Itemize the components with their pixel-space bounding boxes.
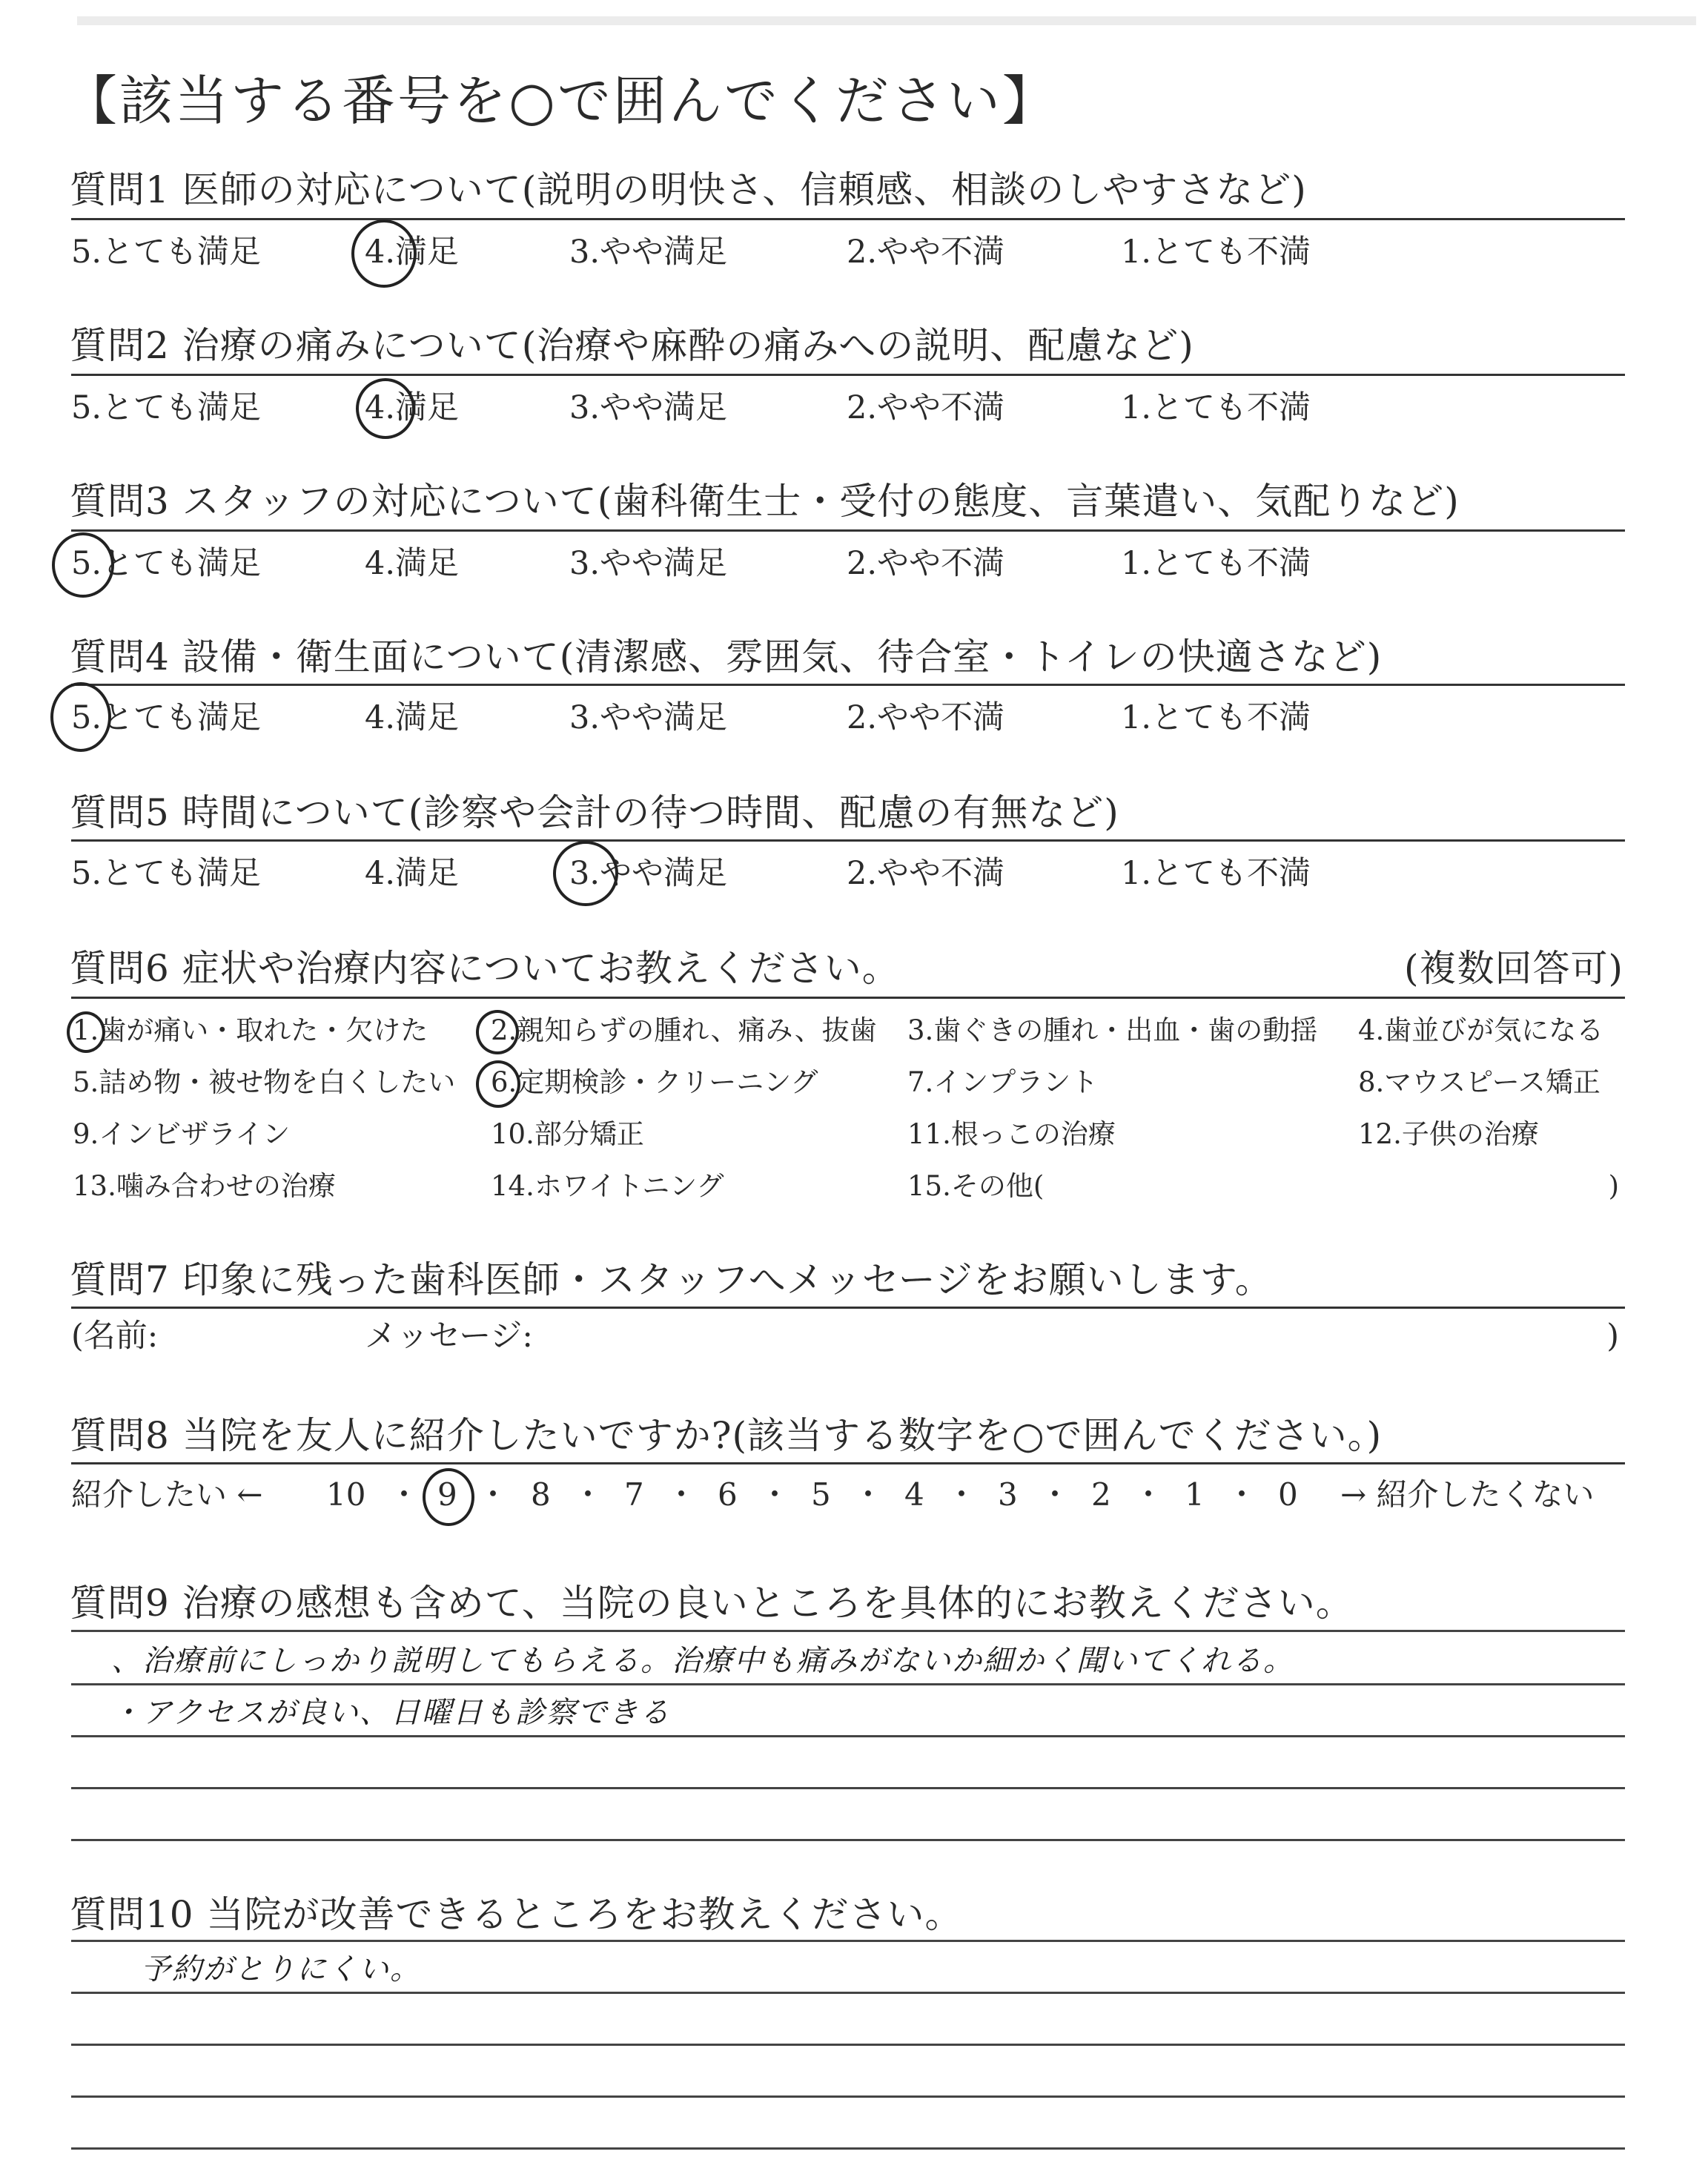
question-8-label: 質問8	[70, 1414, 170, 1457]
q6-row-4	[71, 1169, 1625, 1204]
q10-writing-line	[71, 1992, 1625, 1994]
q8-value-7[interactable]: 7	[624, 1476, 644, 1513]
question-7-text: 印象に残った歯科医師・スタッフへメッセージをお願いします。	[182, 1258, 1273, 1301]
question-10-label: 質問10	[70, 1893, 194, 1936]
question-6-note: (複数回答可)	[1403, 947, 1623, 990]
question-4-rule	[71, 684, 1625, 686]
q3-option-3[interactable]: 3.やや満足	[569, 545, 728, 582]
question-2-label: 質問2	[70, 324, 170, 367]
question-4-label: 質問4	[70, 635, 170, 678]
question-3-options	[71, 541, 1625, 586]
question-5-label: 質問5	[70, 791, 170, 834]
q10-writing-line	[71, 2147, 1625, 2150]
q6-row-3	[71, 1117, 1625, 1152]
q2-option-2[interactable]: 2.やや不満	[847, 389, 1005, 426]
q2-option-4[interactable]: 4.満足	[365, 389, 460, 426]
q1-option-2[interactable]: 2.やや不満	[847, 234, 1005, 271]
q7-message-label: メッセージ:	[365, 1318, 533, 1355]
question-3-title	[70, 479, 1460, 524]
page-heading: 【該当する番号を○で囲んでください】	[64, 70, 1058, 132]
q9-answer-1: 、治療前にしっかり説明してもらえる。治療中も痛みがないか細かく聞いてくれる。	[111, 1644, 1294, 1678]
q8-value-6[interactable]: 6	[718, 1476, 738, 1513]
q8-value-0[interactable]: 0	[1278, 1476, 1298, 1513]
q1-option-1[interactable]: 1.とても不満	[1121, 234, 1311, 271]
q7-name-label: (名前:	[71, 1318, 159, 1355]
q10-answer-1: 予約がとりにくい。	[141, 1952, 421, 1986]
q8-right-label: → 紹介したくない	[1340, 1476, 1595, 1513]
question-5-rule	[71, 839, 1625, 842]
question-9-label: 質問9	[70, 1582, 170, 1625]
question-5-text: 時間について(診察や会計の待つ時間、配慮の有無など)	[182, 791, 1119, 834]
q8-dot: ・	[477, 1476, 509, 1513]
question-7-fields	[71, 1314, 1625, 1358]
question-10-text: 当院が改善できるところをお教えください。	[206, 1893, 963, 1936]
q2-option-5[interactable]: 5.とても満足	[71, 389, 262, 426]
q5-option-1[interactable]: 1.とても不満	[1121, 855, 1311, 892]
q5-option-4[interactable]: 4.満足	[365, 855, 460, 892]
question-8-title	[70, 1413, 1382, 1458]
q6-item-2[interactable]: 2.親知らずの腫れ、痛み、抜歯	[491, 1014, 877, 1046]
q6-item-15[interactable]: 15.その他(	[907, 1170, 1045, 1202]
q8-dot: ・	[1039, 1476, 1071, 1513]
question-8-text: 当院を友人に紹介したいですか?(該当する数字を○で囲んでください。)	[182, 1414, 1383, 1457]
q9-writing-line	[71, 1735, 1625, 1737]
q1-option-3[interactable]: 3.やや満足	[569, 234, 728, 271]
q6-item-11[interactable]: 11.根っこの治療	[907, 1118, 1116, 1150]
q8-dot: ・	[946, 1476, 978, 1513]
q1-option-5[interactable]: 5.とても満足	[71, 234, 262, 271]
question-3-text: スタッフの対応について(歯科衛生士・受付の態度、言葉遣い、気配りなど)	[182, 480, 1460, 523]
q4-option-4[interactable]: 4.満足	[365, 699, 460, 736]
question-10-title	[70, 1892, 963, 1937]
question-2-text: 治療の痛みについて(治療や麻酔の痛みへの説明、配慮など)	[182, 324, 1194, 367]
q6-item-6[interactable]: 6.定期検診・クリーニング	[491, 1066, 818, 1098]
question-8-rule	[71, 1462, 1625, 1464]
question-1-rule	[71, 218, 1625, 220]
q6-item-3[interactable]: 3.歯ぐきの腫れ・出血・歯の動揺	[907, 1014, 1318, 1046]
q8-value-1[interactable]: 1	[1185, 1476, 1205, 1513]
q8-dot: ・	[759, 1476, 791, 1513]
question-7-rule	[71, 1307, 1625, 1309]
q1-option-4[interactable]: 4.満足	[365, 234, 460, 271]
q5-option-2[interactable]: 2.やや不満	[847, 855, 1005, 892]
q6-row-1	[71, 1013, 1625, 1048]
q8-value-5[interactable]: 5	[811, 1476, 831, 1513]
question-2-title	[70, 323, 1194, 368]
page-top-edge	[77, 16, 1696, 25]
q5-option-5[interactable]: 5.とても満足	[71, 855, 262, 892]
question-5-options	[71, 851, 1625, 896]
q6-row-2	[71, 1065, 1625, 1100]
question-2-rule	[71, 374, 1625, 376]
question-4-options	[71, 696, 1625, 740]
q6-item-13[interactable]: 13.噛み合わせの治療	[73, 1170, 336, 1202]
q6-item-7[interactable]: 7.インプラント	[907, 1066, 1099, 1098]
q4-option-2[interactable]: 2.やや不満	[847, 699, 1005, 736]
q3-option-2[interactable]: 2.やや不満	[847, 545, 1005, 582]
q4-option-1[interactable]: 1.とても不満	[1121, 699, 1311, 736]
q6-item-9[interactable]: 9.インビザライン	[73, 1118, 291, 1150]
q6-item-1[interactable]: 1.歯が痛い・取れた・欠けた	[73, 1014, 428, 1046]
q8-dot: ・	[388, 1476, 420, 1513]
q8-value-3[interactable]: 3	[998, 1476, 1018, 1513]
q9-answer-2: ・アクセスが良い、日曜日も診察できる	[111, 1696, 671, 1730]
question-7-title	[70, 1258, 1273, 1302]
q10-writing-line	[71, 1940, 1625, 1942]
question-1-text: 医師の対応について(説明の明快さ、信頼感、相談のしやすさなど)	[182, 168, 1307, 211]
q8-dot: ・	[853, 1476, 884, 1513]
question-7-label: 質問7	[70, 1258, 170, 1301]
question-1-title	[70, 168, 1307, 212]
q9-writing-line	[71, 1839, 1625, 1841]
q9-writing-line	[71, 1683, 1625, 1685]
question-6-label: 質問6	[70, 947, 170, 990]
q8-value-4[interactable]: 4	[904, 1476, 924, 1513]
q6-item-4[interactable]: 4.歯並びが気になる	[1358, 1014, 1604, 1046]
q3-option-1[interactable]: 1.とても不満	[1121, 545, 1311, 582]
q8-value-10[interactable]: 10	[326, 1476, 366, 1513]
question-3-rule	[71, 529, 1625, 532]
q3-option-5[interactable]: 5.とても満足	[71, 545, 262, 582]
q8-dot: ・	[572, 1476, 604, 1513]
question-6-text: 症状や治療内容についてお教えください。	[182, 947, 900, 990]
question-4-text: 設備・衛生面について(清潔感、雰囲気、待合室・トイレの快適さなど)	[182, 635, 1383, 678]
q10-writing-line	[71, 2095, 1625, 2098]
q9-writing-line	[71, 1630, 1625, 1632]
q4-option-3[interactable]: 3.やや満足	[569, 699, 728, 736]
q2-option-3[interactable]: 3.やや満足	[569, 389, 728, 426]
q10-writing-line	[71, 2044, 1625, 2046]
q6-item-5[interactable]: 5.詰め物・被せ物を白くしたい	[73, 1066, 456, 1098]
q8-dot: ・	[1226, 1476, 1258, 1513]
q8-left-label: 紹介したい ←	[71, 1476, 263, 1513]
q5-option-3[interactable]: 3.やや満足	[569, 855, 728, 892]
question-9-title	[70, 1581, 1354, 1625]
q8-value-2[interactable]: 2	[1091, 1476, 1111, 1513]
question-1-options	[71, 230, 1625, 274]
question-3-label: 質問3	[70, 480, 170, 523]
q8-value-8[interactable]: 8	[531, 1476, 551, 1513]
q2-option-1[interactable]: 1.とても不満	[1121, 389, 1311, 426]
q3-option-4[interactable]: 4.満足	[365, 545, 460, 582]
question-6-title	[70, 946, 1623, 991]
q4-option-5[interactable]: 5.とても満足	[71, 699, 262, 736]
q7-close-paren: )	[1606, 1318, 1619, 1355]
q9-writing-line	[71, 1787, 1625, 1789]
q8-scale	[71, 1473, 1625, 1517]
q8-dot: ・	[1133, 1476, 1165, 1513]
question-2-options	[71, 386, 1625, 430]
q6-item-14[interactable]: 14.ホワイトニング	[491, 1170, 724, 1202]
question-5-title	[70, 790, 1119, 835]
q6-item-8[interactable]: 8.マウスピース矯正	[1358, 1066, 1601, 1098]
question-1-label: 質問1	[70, 168, 170, 211]
question-9-text: 治療の感想も含めて、当院の良いところを具体的にお教えください。	[182, 1582, 1354, 1625]
q6-item-15-close: )	[1608, 1170, 1619, 1202]
q8-value-9[interactable]: 9	[437, 1476, 457, 1513]
q8-dot: ・	[666, 1476, 698, 1513]
q6-item-10[interactable]: 10.部分矯正	[491, 1118, 644, 1150]
q6-item-12[interactable]: 12.子供の治療	[1358, 1118, 1539, 1150]
question-6-rule	[71, 997, 1625, 999]
question-4-title	[70, 635, 1382, 679]
